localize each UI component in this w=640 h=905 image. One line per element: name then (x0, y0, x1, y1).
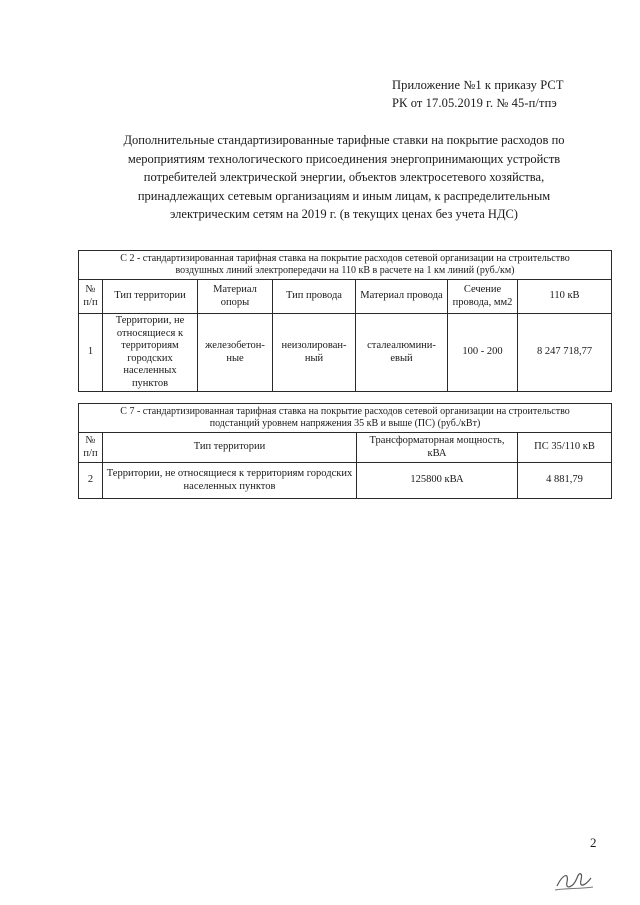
cell-territory-type: Территории, не относящиеся к территориям городских населенных пунктов (103, 314, 198, 392)
cell-num: 1 (79, 314, 103, 392)
column-header-transformer-power: Трансформаторная мощность, кВА (357, 433, 518, 463)
cell-section: 100 - 200 (448, 314, 518, 392)
table-row (79, 463, 612, 499)
table-c2-caption (79, 251, 612, 280)
cell-territory-type: Территории, не относящиеся к территориям городских населенных пунктов (103, 463, 357, 499)
appendix-reference (392, 76, 564, 112)
handwritten-signature-icon (553, 866, 595, 894)
title-line-3: потребителей электрической энергии, объектов электросетевого хозяйства, (143, 170, 545, 184)
cell-wire-material: сталеалюмини-евый (356, 314, 448, 392)
column-header-section: Сечение провода, мм2 (448, 280, 518, 314)
table-c2-caption-line-2: воздушных линий электропередачи на 110 кВ в расчете на 1 км линий (руб./км) (175, 265, 515, 276)
column-header-num: № п/п (79, 280, 103, 314)
table-c2-caption-line-1: С 2 - стандартизированная тарифная ставка на покрытие расходов сетевой организации на строительство (120, 253, 570, 264)
page-number: 2 (590, 835, 597, 850)
column-header-wire-material: Материал провода (356, 280, 448, 314)
column-header-territory-type: Тип территории (103, 433, 357, 463)
table-row (79, 314, 612, 392)
table-c7-header-row (79, 433, 612, 463)
column-header-voltage: 110 кВ (518, 280, 612, 314)
cell-num: 2 (79, 463, 103, 499)
signature-initials (553, 866, 595, 899)
column-header-substation: ПС 35/110 кВ (518, 433, 612, 463)
table-c2-overhead-lines (78, 250, 612, 392)
column-header-wire-type: Тип провода (273, 280, 356, 314)
cell-wire-type: неизолирован-ный (273, 314, 356, 392)
cell-value: 4 881,79 (518, 463, 612, 499)
column-header-territory-type: Тип территории (103, 280, 198, 314)
table-c7-substations (78, 403, 612, 499)
title-line-2: мероприятиям технологического присоединения энергопринимающих устройств (127, 151, 561, 166)
cell-value: 8 247 718,77 (518, 314, 612, 392)
cell-support-material: железобетон-ные (198, 314, 273, 392)
title-line-5: электрическим сетям на 2019 г. (в текущих ценах без учета НДС) (170, 207, 518, 221)
title-line-1: Дополнительные стандартизированные тарифные ставки на покрытие расходов по (123, 133, 565, 147)
appendix-line-1: Приложение №1 к приказу РСТ (392, 78, 564, 92)
table-c2-header-row (79, 280, 612, 314)
document-title (94, 131, 594, 224)
title-line-4: принадлежащих сетевым организациям и иным лицам, к распределительным (137, 188, 551, 203)
appendix-line-2: РК от 17.05.2019 г. № 45-п/тпэ (392, 96, 557, 110)
table-c7-caption-line-2: подстанций уровнем напряжения 35 кВ и выше (ПС) (руб./кВт) (209, 418, 481, 429)
column-header-num: № п/п (79, 433, 103, 463)
column-header-support-material: Материал опоры (198, 280, 273, 314)
table-c7-caption-line-1: С 7 - стандартизированная тарифная ставка на покрытие расходов сетевой организации на строительство (120, 406, 570, 417)
cell-transformer-power: 125800 кВА (357, 463, 518, 499)
table-c7-caption (79, 404, 612, 433)
